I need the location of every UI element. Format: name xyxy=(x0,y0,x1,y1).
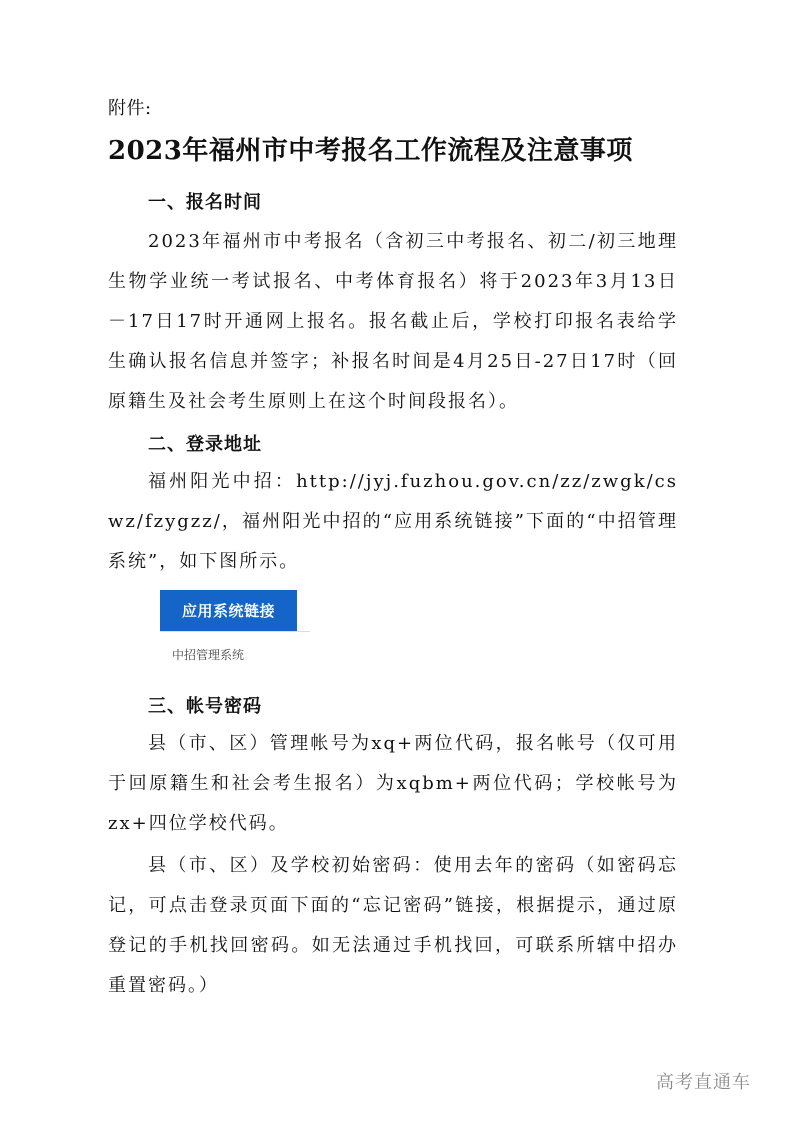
figure-divider xyxy=(160,631,310,632)
attachment-label: 附件: xyxy=(108,98,152,119)
watermark: 高考直通车 xyxy=(656,1072,751,1093)
document-title: 2023年福州市中考报名工作流程及注意事项 xyxy=(108,136,633,166)
app-system-link-button[interactable]: 应用系统链接 xyxy=(160,590,297,631)
system-link-figure xyxy=(160,590,310,670)
paragraph-account-format: 县（市、区）管理帐号为xq+两位代码，报名帐号（仅可用于回原籍生和社会考生报名）为xqbm+两位代码；学校帐号为 zx+四位学校代码。 xyxy=(108,733,678,834)
section-heading-login-address: 二、登录地址 xyxy=(148,434,262,455)
admission-management-system-link[interactable]: 中招管理系统 xyxy=(172,648,245,662)
paragraph-login-address: 福州阳光中招：http://jyj.fuzhou.gov.cn/zz/zwgk/cswz/fzygzz/，福州阳光中招的“应用系统链接”下面的“中招管理系统”，如下图所示。 xyxy=(108,471,678,572)
paragraph-registration-time: 2023年福州市中考报名（含初三中考报名、初二/初三地理生物学业统一考试报名、中考体育报名）将于2023年3月13日－17日17时开通网上报名。报名截止后，学校打印报名表给学生确认报名信息并签字；补报名时间是4月25日-27日17时（回原籍生及社会考生原则上在这个时间段报名）。 xyxy=(108,231,678,412)
paragraph-initial-password: 县（市、区）及学校初始密码：使用去年的密码（如密码忘记，可点击登录页面下面的“忘记密码”链接，根据提示，通过原登记的手机找回密码。如无法通过手机找回，可联系所辖中招办重置密码。） xyxy=(108,855,678,996)
section-heading-account-password: 三、帐号密码 xyxy=(148,696,262,717)
section-heading-registration-time: 一、报名时间 xyxy=(148,192,262,213)
